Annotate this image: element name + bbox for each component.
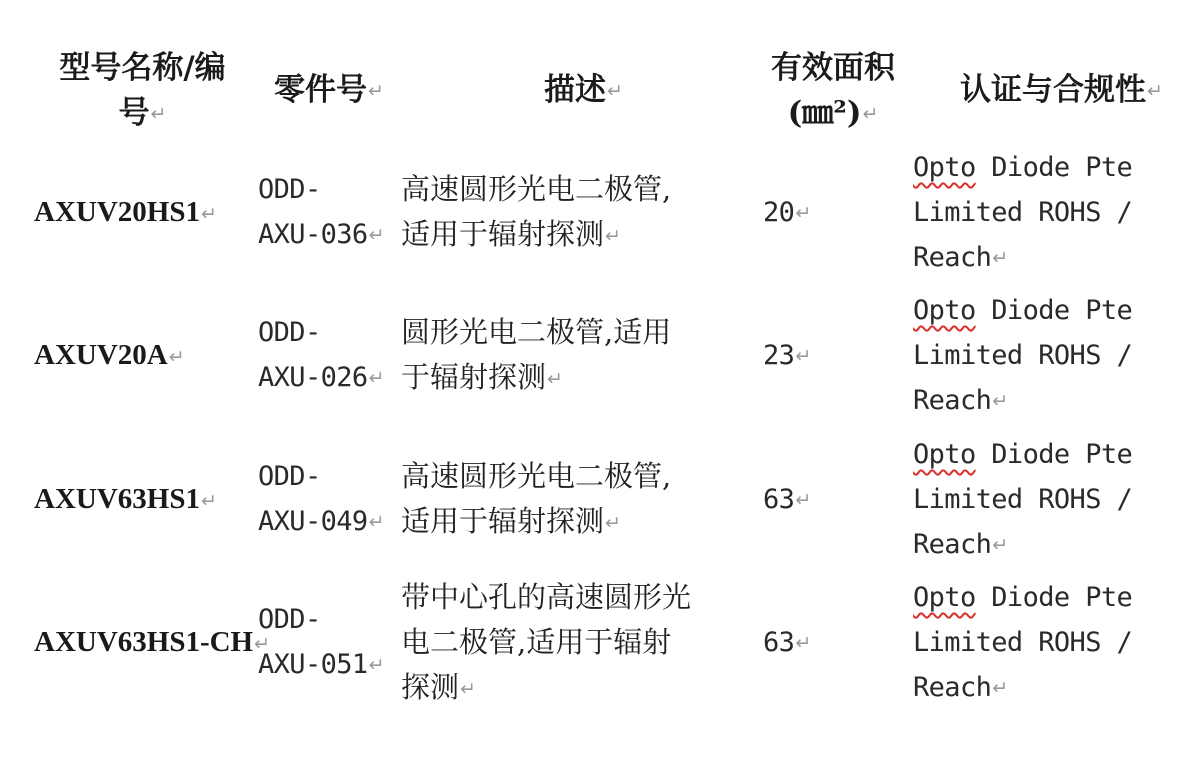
table-row-2-description: 圆形光电二极管,适用 于辐射探测↵ <box>401 315 672 394</box>
table-row-3-model: AXUV63HS1↵ <box>34 483 217 515</box>
table-row-1-model: AXUV20HS1↵ <box>34 196 217 228</box>
cert-company-line: Opto Diode Pte <box>913 439 1133 470</box>
return-mark-icon: ↵ <box>368 511 384 533</box>
header-part-number: 零件号↵ <box>274 72 384 108</box>
table-row-2-model: AXUV20A↵ <box>34 339 185 371</box>
spellcheck-word: Opto <box>913 439 976 470</box>
return-mark-icon: ↵ <box>368 224 384 246</box>
table-row-2-cert: Opto Diode Pte Limited ROHS / Reach↵ <box>913 288 1132 424</box>
return-mark-icon: ↵ <box>1147 80 1163 102</box>
return-mark-icon: ↵ <box>992 534 1008 556</box>
header-active-area <box>758 46 908 137</box>
return-mark-icon: ↵ <box>254 632 271 655</box>
return-mark-icon: ↵ <box>150 103 167 125</box>
return-mark-icon: ↵ <box>168 345 185 368</box>
return-mark-icon: ↵ <box>200 489 217 512</box>
return-mark-icon: ↵ <box>547 367 563 390</box>
header-certification: 认证与合规性↵ <box>960 72 1163 108</box>
table-row-3-description: 高速圆形光电二极管, 适用于辐射探测↵ <box>401 459 672 538</box>
return-mark-icon: ↵ <box>200 202 217 225</box>
cert-company-line: Opto Diode Pte <box>913 582 1133 613</box>
table-row-3-part: ODD- AXU-049↵ <box>258 461 384 537</box>
return-mark-icon: ↵ <box>605 224 621 247</box>
return-mark-icon: ↵ <box>795 632 811 654</box>
table-row-4-part: ODD- AXU-051↵ <box>258 604 384 680</box>
header-area-line-2: (㎜²)↵ <box>787 95 879 131</box>
return-mark-icon: ↵ <box>795 489 811 511</box>
return-mark-icon: ↵ <box>368 80 384 102</box>
table-row-3-area: 63↵ <box>763 484 811 515</box>
cert-company-line: Opto Diode Pte <box>913 152 1133 183</box>
return-mark-icon: ↵ <box>607 80 623 102</box>
return-mark-icon: ↵ <box>368 367 384 389</box>
cert-company-line: Opto Diode Pte <box>913 295 1133 326</box>
return-mark-icon: ↵ <box>460 677 476 700</box>
table-row-2-part: ODD- AXU-026↵ <box>258 317 384 393</box>
table-row-1-description: 高速圆形光电二极管, 适用于辐射探测↵ <box>401 172 672 251</box>
spellcheck-word: Opto <box>913 295 976 326</box>
table-row-1-cert: Opto Diode Pte Limited ROHS / Reach↵ <box>913 145 1132 281</box>
table-row-4-area: 63↵ <box>763 627 811 658</box>
table-row-4-cert: Opto Diode Pte Limited ROHS / Reach↵ <box>913 575 1132 711</box>
header-model <box>40 46 245 137</box>
return-mark-icon: ↵ <box>605 511 621 534</box>
table-row-2-area: 23↵ <box>763 340 811 371</box>
return-mark-icon: ↵ <box>992 390 1008 412</box>
table-row-4-description: 带中心孔的高速圆形光 电二极管,适用于辐射 探测↵ <box>401 580 692 704</box>
return-mark-icon: ↵ <box>368 654 384 676</box>
table-row-3-cert: Opto Diode Pte Limited ROHS / Reach↵ <box>913 432 1132 568</box>
header-model-line-2: 号↵ <box>118 95 167 131</box>
table-row-1-part: ODD- AXU-036↵ <box>258 174 384 250</box>
table-row-1-area: 20↵ <box>763 197 811 228</box>
header-area-line-1: 有效面积 <box>771 50 895 86</box>
header-description: 描述↵ <box>544 72 623 108</box>
table-row-4-model: AXUV63HS1-CH↵ <box>34 626 271 658</box>
return-mark-icon: ↵ <box>992 247 1008 269</box>
spellcheck-word: Opto <box>913 582 976 613</box>
return-mark-icon: ↵ <box>862 103 879 125</box>
spellcheck-word: Opto <box>913 152 976 183</box>
return-mark-icon: ↵ <box>795 345 811 367</box>
header-model-line-1: 型号名称/编 <box>59 50 226 86</box>
return-mark-icon: ↵ <box>992 677 1008 699</box>
return-mark-icon: ↵ <box>795 202 811 224</box>
